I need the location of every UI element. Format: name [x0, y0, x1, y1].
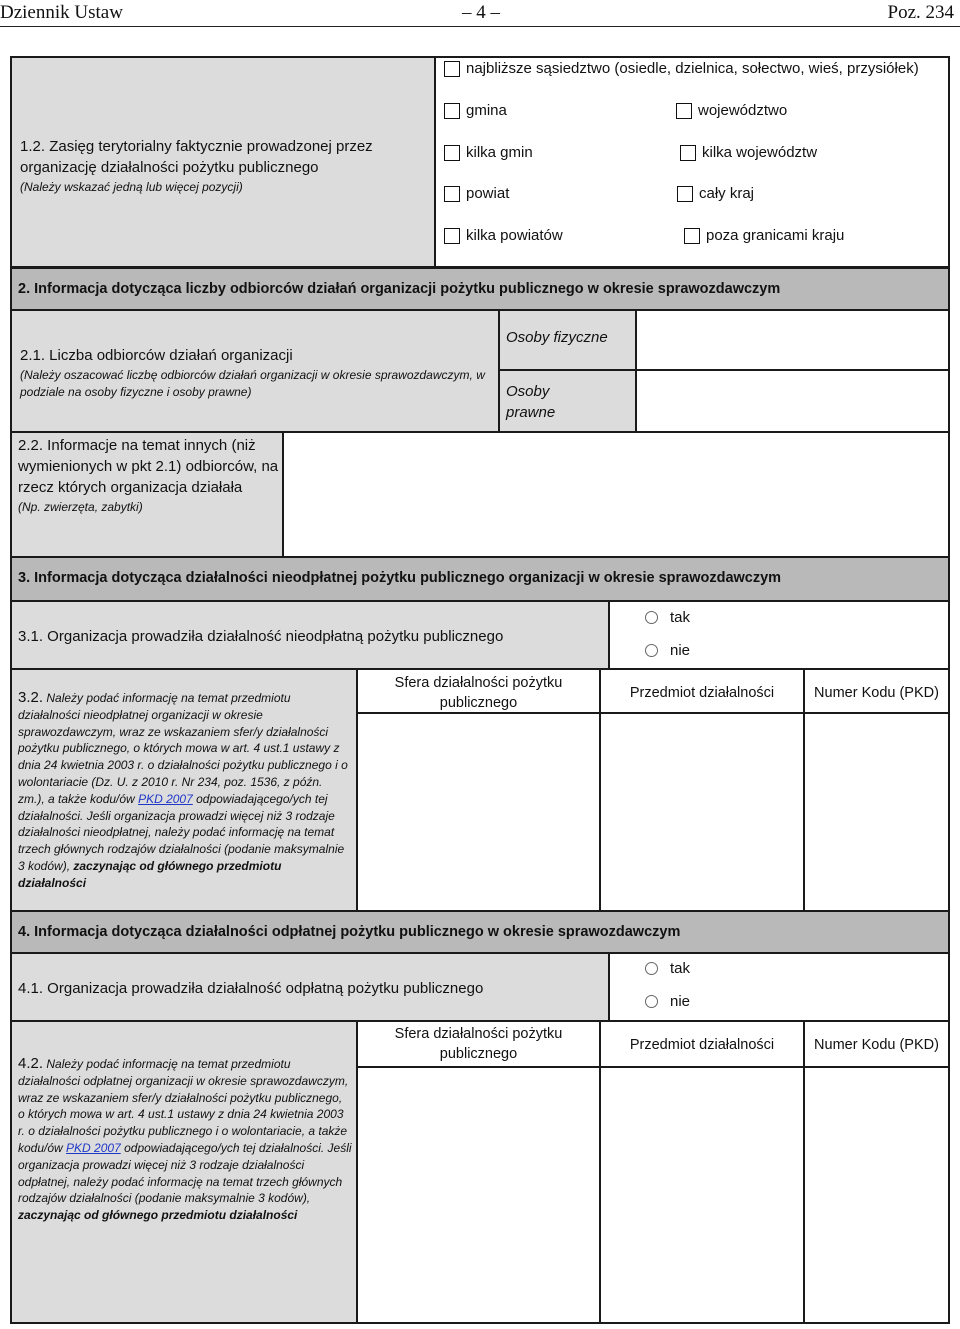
s12-title: 1.2. Zasięg terytorialny faktycznie prowadzonej przez organizację działalności pożytku publicznego: [20, 138, 373, 176]
s41-title: 4.1. Organizacja prowadziła działalność odpłatną pożytku publicznego: [18, 980, 484, 997]
s42-col-kod-label: Numer Kodu (PKD): [814, 1037, 939, 1053]
checkbox-wojewodztwo[interactable]: [676, 103, 692, 119]
s42-description: [18, 1056, 352, 1224]
prawne-input[interactable]: [635, 369, 950, 433]
s42-lead: Należy podać informację na temat przedmiotu działalności odpłatnej organizacji w okresie sprawozdawczym, wraz ze wskazaniem sfer/y działalności pożytku publicznego, o których mowa w art. 4 ust.1 ustawy z dnia 24 kwietnia 2003 r. o działalności pożytku publicznego i o wolontariacie, a także kodu/ów: [18, 1057, 349, 1155]
label-s31-tak: tak: [670, 609, 691, 626]
label-caly-kraj: cały kraj: [699, 185, 755, 202]
checkbox-kilka-powiatow[interactable]: [444, 228, 460, 244]
s32-col-kod-label: Numer Kodu (PKD): [814, 685, 939, 701]
s32-tail: odpowiadającego/ych tej działalności. Jeśli organizacja prowadzi więcej niż 3 rodzaje działalności nieodpłatnej, należy podać informację na temat trzech głównych rodzajów działalności (podanie maksymalnie 3 kodów),: [18, 791, 345, 873]
s42-col-sfera-label: Sfera działalności pożytku publicznego: [394, 1026, 563, 1062]
s4-title: 4. Informacja dotycząca działalności odpłatnej pożytku publicznego w okresie sprawozdawczym: [18, 924, 681, 940]
s32-col-sfera-label: Sfera działalności pożytku publicznego: [394, 675, 563, 711]
s42-col-kod: [803, 1020, 950, 1068]
s42-label-cell: [10, 1020, 358, 1324]
header-divider: [0, 26, 960, 27]
s22-title: 2.2. Informacje na temat innych (niż wymienionych w pkt 2.1) odbiorców, na rzecz których organizacja działała: [18, 437, 279, 496]
checkbox-gmina[interactable]: [444, 103, 460, 119]
s32-bold: zaczynając od głównego przedmiotu działalności: [18, 858, 282, 890]
s32-kod-input[interactable]: [803, 712, 950, 912]
label-s41-nie: nie: [670, 993, 691, 1010]
s42-pkd-link[interactable]: PKD 2007: [66, 1140, 121, 1155]
fizyczne-label: Osoby fizyczne: [506, 329, 608, 346]
radio-s31-nie[interactable]: [645, 644, 658, 657]
radio-s41-tak[interactable]: [645, 962, 658, 975]
s31-title: 3.1. Organizacja prowadziła działalność nieodpłatną pożytku publicznego: [18, 628, 504, 645]
journal-title: Dziennik Ustaw: [0, 2, 123, 23]
s3-header: [10, 556, 950, 602]
label-najblizsze: najbliższe sąsiedztwo (osiedle, dzielnica, sołectwo, wieś, przysiółek): [466, 60, 919, 77]
s41-label-cell: [10, 952, 610, 1022]
s21-label-cell: [10, 309, 500, 433]
s32-pkd-link[interactable]: PKD 2007: [138, 791, 193, 806]
prawne-label-cell: [498, 369, 637, 433]
label-s41-tak: tak: [670, 960, 691, 977]
radio-s31-tak[interactable]: [645, 611, 658, 624]
checkbox-kilka-wojewodztw[interactable]: [680, 145, 696, 161]
checkbox-poza-granicami[interactable]: [684, 228, 700, 244]
checkbox-najblizsze[interactable]: [444, 61, 460, 77]
s12-label-cell: [10, 56, 436, 268]
s32-number: 3.2.: [18, 689, 44, 706]
s4-header: [10, 910, 950, 954]
s32-label-cell: [10, 668, 358, 912]
position-number: Poz. 234: [887, 2, 954, 23]
s42-number: 4.2.: [18, 1055, 44, 1072]
s32-sfera-input[interactable]: [356, 712, 601, 912]
s21-title: 2.1. Liczba odbiorców działań organizacji: [20, 347, 293, 364]
radio-s41-nie[interactable]: [645, 995, 658, 1008]
label-s31-nie: nie: [670, 642, 691, 659]
label-wojewodztwo: województwo: [698, 102, 788, 119]
checkbox-caly-kraj[interactable]: [677, 186, 693, 202]
s42-tail: odpowiadającego/ych tej działalności. Jeśli organizacja prowadzi więcej niż 3 rodzaje działalności odpłatnej, należy podać informację na temat trzech głównych rodzajów działalności (podanie maksymalnie 3 kodów),: [18, 1140, 352, 1206]
s32-description: [18, 690, 352, 892]
s31-label-cell: [10, 600, 610, 670]
s32-col-przedmiot-label: Przedmiot działalności: [629, 685, 775, 701]
label-gmina: gmina: [466, 102, 507, 119]
s21-hint: (Należy oszacować liczbę odbiorców działań organizacji w okresie sprawozdawczym, w podziale na osoby fizyczne i osoby prawne): [20, 368, 485, 399]
s22-hint: (Np. zwierzęta, zabytki): [18, 500, 143, 514]
prawne-label: Osoby prawne: [506, 383, 556, 421]
label-kilka-wojewodztw: kilka województw: [702, 144, 818, 161]
s3-title: 3. Informacja dotycząca działalności nieodpłatnej pożytku publicznego organizacji w okresie sprawozdawczym: [18, 570, 782, 586]
checkbox-kilka-gmin[interactable]: [444, 145, 460, 161]
s32-lead: Należy podać informację na temat przedmiotu działalności nieodpłatnej organizacji w okresie sprawozdawczym, wraz ze wskazaniem sfer/y działalności pożytku publicznego, o których mowa w art. 4 ust.1 ustawy z dnia 24 kwietnia 2003 r. o działalności pożytku publicznego i o wolontariacie (Dz. U. z 2010 r. Nr 234, poz. 1536, z późn. zm.), a także kodu/ów: [18, 691, 348, 806]
s12-hint: (Należy wskazać jedną lub więcej pozycji): [20, 180, 243, 194]
s42-sfera-input[interactable]: [356, 1066, 601, 1324]
s22-input[interactable]: [282, 431, 950, 558]
s42-col-przedmiot: [599, 1020, 805, 1068]
fizyczne-input[interactable]: [635, 309, 950, 371]
s42-bold: zaczynając od głównego przedmiotu działalności: [18, 1208, 298, 1223]
page-number: – 4 –: [462, 2, 500, 23]
label-powiat: powiat: [466, 185, 510, 202]
label-kilka-powiatow: kilka powiatów: [466, 227, 563, 244]
s42-col-sfera: [356, 1020, 601, 1068]
s2-header: [10, 267, 950, 311]
s2-title: 2. Informacja dotycząca liczby odbiorców działań organizacji pożytku publicznego w okresie sprawozdawczym: [18, 281, 781, 297]
s22-label-cell: [10, 431, 284, 558]
s32-przedmiot-input[interactable]: [599, 712, 805, 912]
label-kilka-gmin: kilka gmin: [466, 144, 533, 161]
s42-col-przedmiot-label: Przedmiot działalności: [629, 1037, 775, 1053]
fizyczne-label-cell: [498, 309, 637, 371]
s32-col-sfera: [356, 668, 601, 714]
label-poza-granicami: poza granicami kraju: [706, 227, 845, 244]
s32-col-przedmiot: [599, 668, 805, 714]
checkbox-powiat[interactable]: [444, 186, 460, 202]
s31-options-cell: [608, 600, 950, 670]
s42-przedmiot-input[interactable]: [599, 1066, 805, 1324]
s32-col-kod: [803, 668, 950, 714]
s42-kod-input[interactable]: [803, 1066, 950, 1324]
s41-options-cell: [608, 952, 950, 1022]
